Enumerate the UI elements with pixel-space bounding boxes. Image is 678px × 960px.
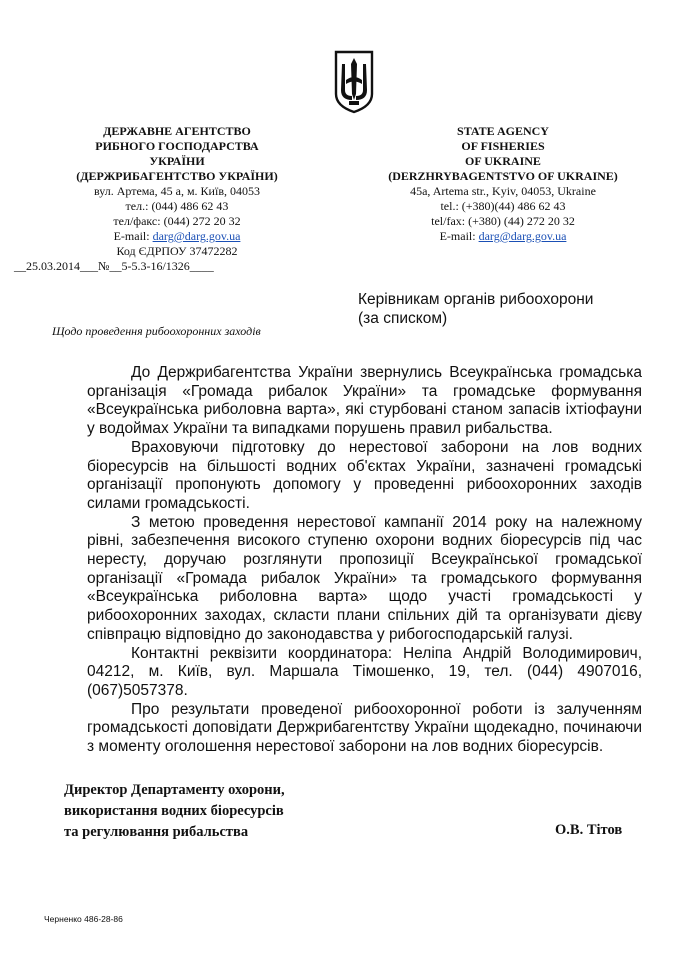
signatory-title [64, 780, 285, 843]
signatory-title-line: та регулювання рибальства [64, 824, 249, 840]
agency-address: 45a, Artema str., Kyiv, 04053, Ukraine [410, 184, 596, 198]
email-label: E-mail: [113, 229, 153, 243]
agency-name-line: OF FISHERIES [461, 139, 545, 153]
signatory-title-line: Директор Департаменту охорони, [64, 782, 285, 798]
letter-subject: Щодо проведення рибоохоронних заходів [52, 324, 261, 338]
body-paragraph: З метою проведення нерестової кампанії 2014 року на належному рівні, забезпечення високого ступеню охорони водних біоресурсів під час нересту, доручаю розглянути пропозиції Всеукраїнської громадської організації «Громада рибалок України» та громадського формування «Всеукраїнська риболовна варта» щодо участі громадськості у рибоохоронних заходах, скласти плани спільних дій та організувати дієву співпрацю відповідно до законодавства у рибогосподарській галузі. [87, 513, 642, 643]
email-link[interactable]: darg@darg.gov.ua [152, 229, 241, 243]
letter-body [87, 364, 642, 757]
registration-number: __25.03.2014___№__5-5.3-16/1326____ [14, 259, 214, 273]
agency-phone: tel.: (+380)(44) 486 62 43 [440, 199, 566, 213]
signatory-title-line: використання водних біоресурсів [64, 803, 284, 819]
agency-fax: тел/факс: (044) 272 20 32 [113, 214, 241, 228]
coat-of-arms-emblem [334, 50, 374, 114]
agency-phone: тел.: (044) 486 62 43 [125, 199, 229, 213]
agency-name-line: (DERZHRYBAGENTSTVO OF UKRAINE) [388, 169, 618, 183]
body-paragraph: Враховуючи підготовку до нерестової заборони на лов водних біоресурсів на більшості водних об'єктах України, зазначені громадські організації пропонують допомогу у проведенні рибоохоронних заходів силами громадськості. [87, 438, 642, 512]
agency-name-line: УКРАЇНИ [149, 154, 205, 168]
addressee-block [358, 290, 593, 328]
agency-name-line: (ДЕРЖРИБАГЕНТСТВО УКРАЇНИ) [76, 169, 278, 183]
agency-header-english [375, 124, 631, 244]
agency-header-ukrainian [42, 124, 312, 259]
agency-name-line: OF UKRAINE [465, 154, 541, 168]
body-paragraph: Контактні реквізити координатора: Неліпа Андрій Володимирович, 04212, м. Київ, вул. Маршала Тімошенко, 19, тел. (044) 4907016, (067)5057378. [87, 644, 642, 699]
agency-email-row [42, 229, 312, 244]
body-paragraph: До Держрибагентства України звернулись Всеукраїнська громадська організація «Громада рибалок України» та громадське формування «Всеукраїнська риболовна варта», які стурбовані станом запасів іхтіофауни у водоймах України та випадками порушень правил рибальства. [87, 364, 642, 438]
agency-name-line: РИБНОГО ГОСПОДАРСТВА [95, 139, 259, 153]
email-label: E-mail: [439, 229, 479, 243]
agency-edrpou-code: Код ЄДРПОУ 37472282 [116, 244, 238, 258]
email-link[interactable]: darg@darg.gov.ua [478, 229, 567, 243]
agency-address: вул. Артема, 45 а, м. Київ, 04053 [94, 184, 260, 198]
body-paragraph: Про результати проведеної рибоохоронної роботи із залученням громадськості доповідати Держрибагентству України щодекадно, починаючи з моменту оголошення нерестової заборони на лов водних біоресурсів. [87, 700, 642, 756]
agency-email-row [375, 229, 631, 244]
addressee-line: Керівникам органів рибоохорони [358, 291, 594, 308]
addressee-line: (за списком) [358, 310, 448, 327]
agency-name-line: ДЕРЖАВНЕ АГЕНТСТВО [103, 124, 251, 138]
agency-fax: tel/fax: (+380) (44) 272 20 32 [431, 214, 575, 228]
signatory-name: О.В. Тітов [555, 822, 623, 838]
executor-note: Черненко 486-28-86 [44, 914, 123, 924]
agency-name-line: STATE AGENCY [457, 124, 549, 138]
